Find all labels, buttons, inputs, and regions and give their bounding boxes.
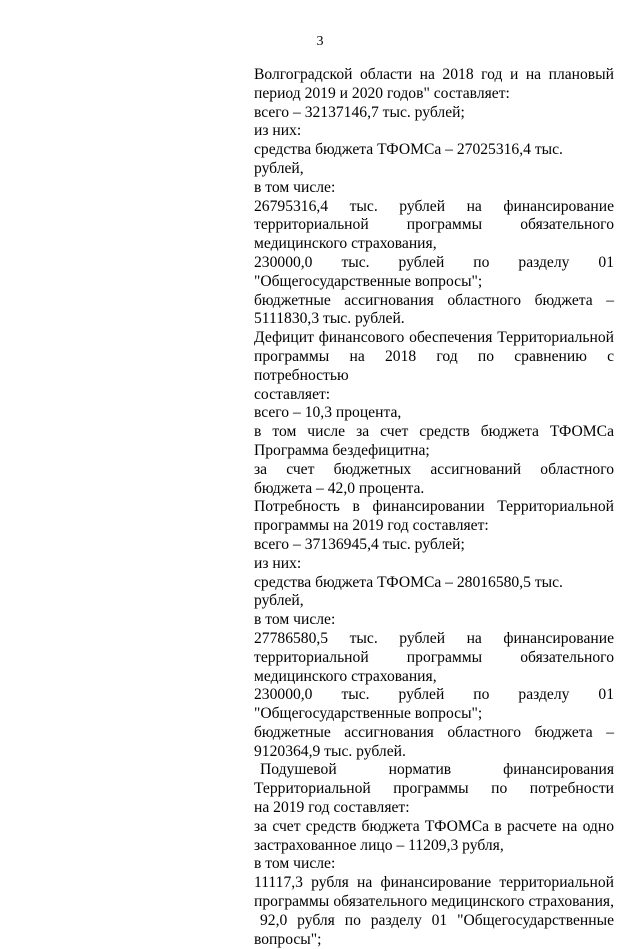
text-line: составляет: xyxy=(254,385,331,403)
text-line: 5111830,3 тыс. рублей. xyxy=(254,310,405,328)
text-line: Подушевой норматив финансирования xyxy=(260,761,614,779)
text-line: средства бюджета ТФОМСа – 27025316,4 тыс. рублей, xyxy=(254,141,563,177)
text-line: бюджетные ассигнования областного бюджета – xyxy=(254,291,614,309)
text-line: застрахованное лицо – 11209,3 рубля, xyxy=(254,836,504,854)
text-line: программы на 2019 год составляет: xyxy=(254,517,489,535)
text-line: "Общегосударственные вопросы"; xyxy=(254,705,483,723)
text-line: всего – 32137146,7 тыс. рублей; xyxy=(254,103,465,121)
text-line: программы на 2018 год по сравнению с потребностью xyxy=(254,347,614,384)
text-line: Территориальной программы по потребности xyxy=(254,780,614,798)
text-line: Волгоградской области на 2018 год и на плановый xyxy=(254,66,614,83)
text-line: на 2019 год составляет: xyxy=(254,799,410,817)
text-line: 230000,0 тыс. рублей по разделу 01 xyxy=(254,686,614,704)
text-line: медицинского страхования, xyxy=(254,667,437,685)
text-line: 11117,3 рубля на финансирование территориальной xyxy=(254,874,614,892)
document-body xyxy=(254,66,614,949)
text-line: из них: xyxy=(254,554,302,572)
text-line: вопросы"; xyxy=(254,930,322,948)
text-line: медицинского страхования, xyxy=(254,235,437,253)
text-line: Дефицит финансового обеспечения Территориальной xyxy=(254,329,614,347)
text-line: территориальной программы обязательного xyxy=(254,648,614,666)
text-line: в том числе: xyxy=(254,855,336,873)
text-line: всего – 37136945,4 тыс. рублей; xyxy=(254,535,465,553)
text-line: Потребность в финансировании Территориальной xyxy=(254,498,614,516)
text-line: 27786580,5 тыс. рублей на финансирование xyxy=(254,629,614,647)
text-line: из них: xyxy=(254,122,302,140)
text-line: всего – 10,3 процента, xyxy=(254,404,402,422)
text-line: "Общегосударственные вопросы"; xyxy=(254,272,483,290)
text-line: за счет бюджетных ассигнований областного xyxy=(254,460,614,478)
text-line: период 2019 и 2020 годов" составляет: xyxy=(254,84,510,102)
text-line: 92,0 рубля по разделу 01 "Общегосударственные xyxy=(260,911,614,929)
text-line: средства бюджета ТФОМСа – 28016580,5 тыс. рублей, xyxy=(254,573,563,610)
text-line: бюджетные ассигнования областного бюджета – xyxy=(254,723,614,741)
text-line: в том числе за счет средств бюджета ТФОМСа xyxy=(254,423,614,441)
text-line: программы обязательного медицинского страхования, xyxy=(254,893,614,911)
text-line: 9120364,9 тыс. рублей. xyxy=(254,742,406,760)
text-line: в том числе: xyxy=(254,178,336,196)
text-line: за счет средств бюджета ТФОМСа в расчете на одно xyxy=(254,817,614,835)
text-line: в том числе: xyxy=(254,611,336,629)
page-number: 3 xyxy=(316,34,324,49)
text-line: 230000,0 тыс. рублей по разделу 01 xyxy=(254,253,614,271)
text-line: бюджета – 42,0 процента. xyxy=(254,479,425,497)
text-line: 26795316,4 тыс. рублей на финансирование xyxy=(254,197,614,215)
text-line: Программа бездефицитна; xyxy=(254,441,430,459)
text-line: территориальной программы обязательного xyxy=(254,216,614,234)
